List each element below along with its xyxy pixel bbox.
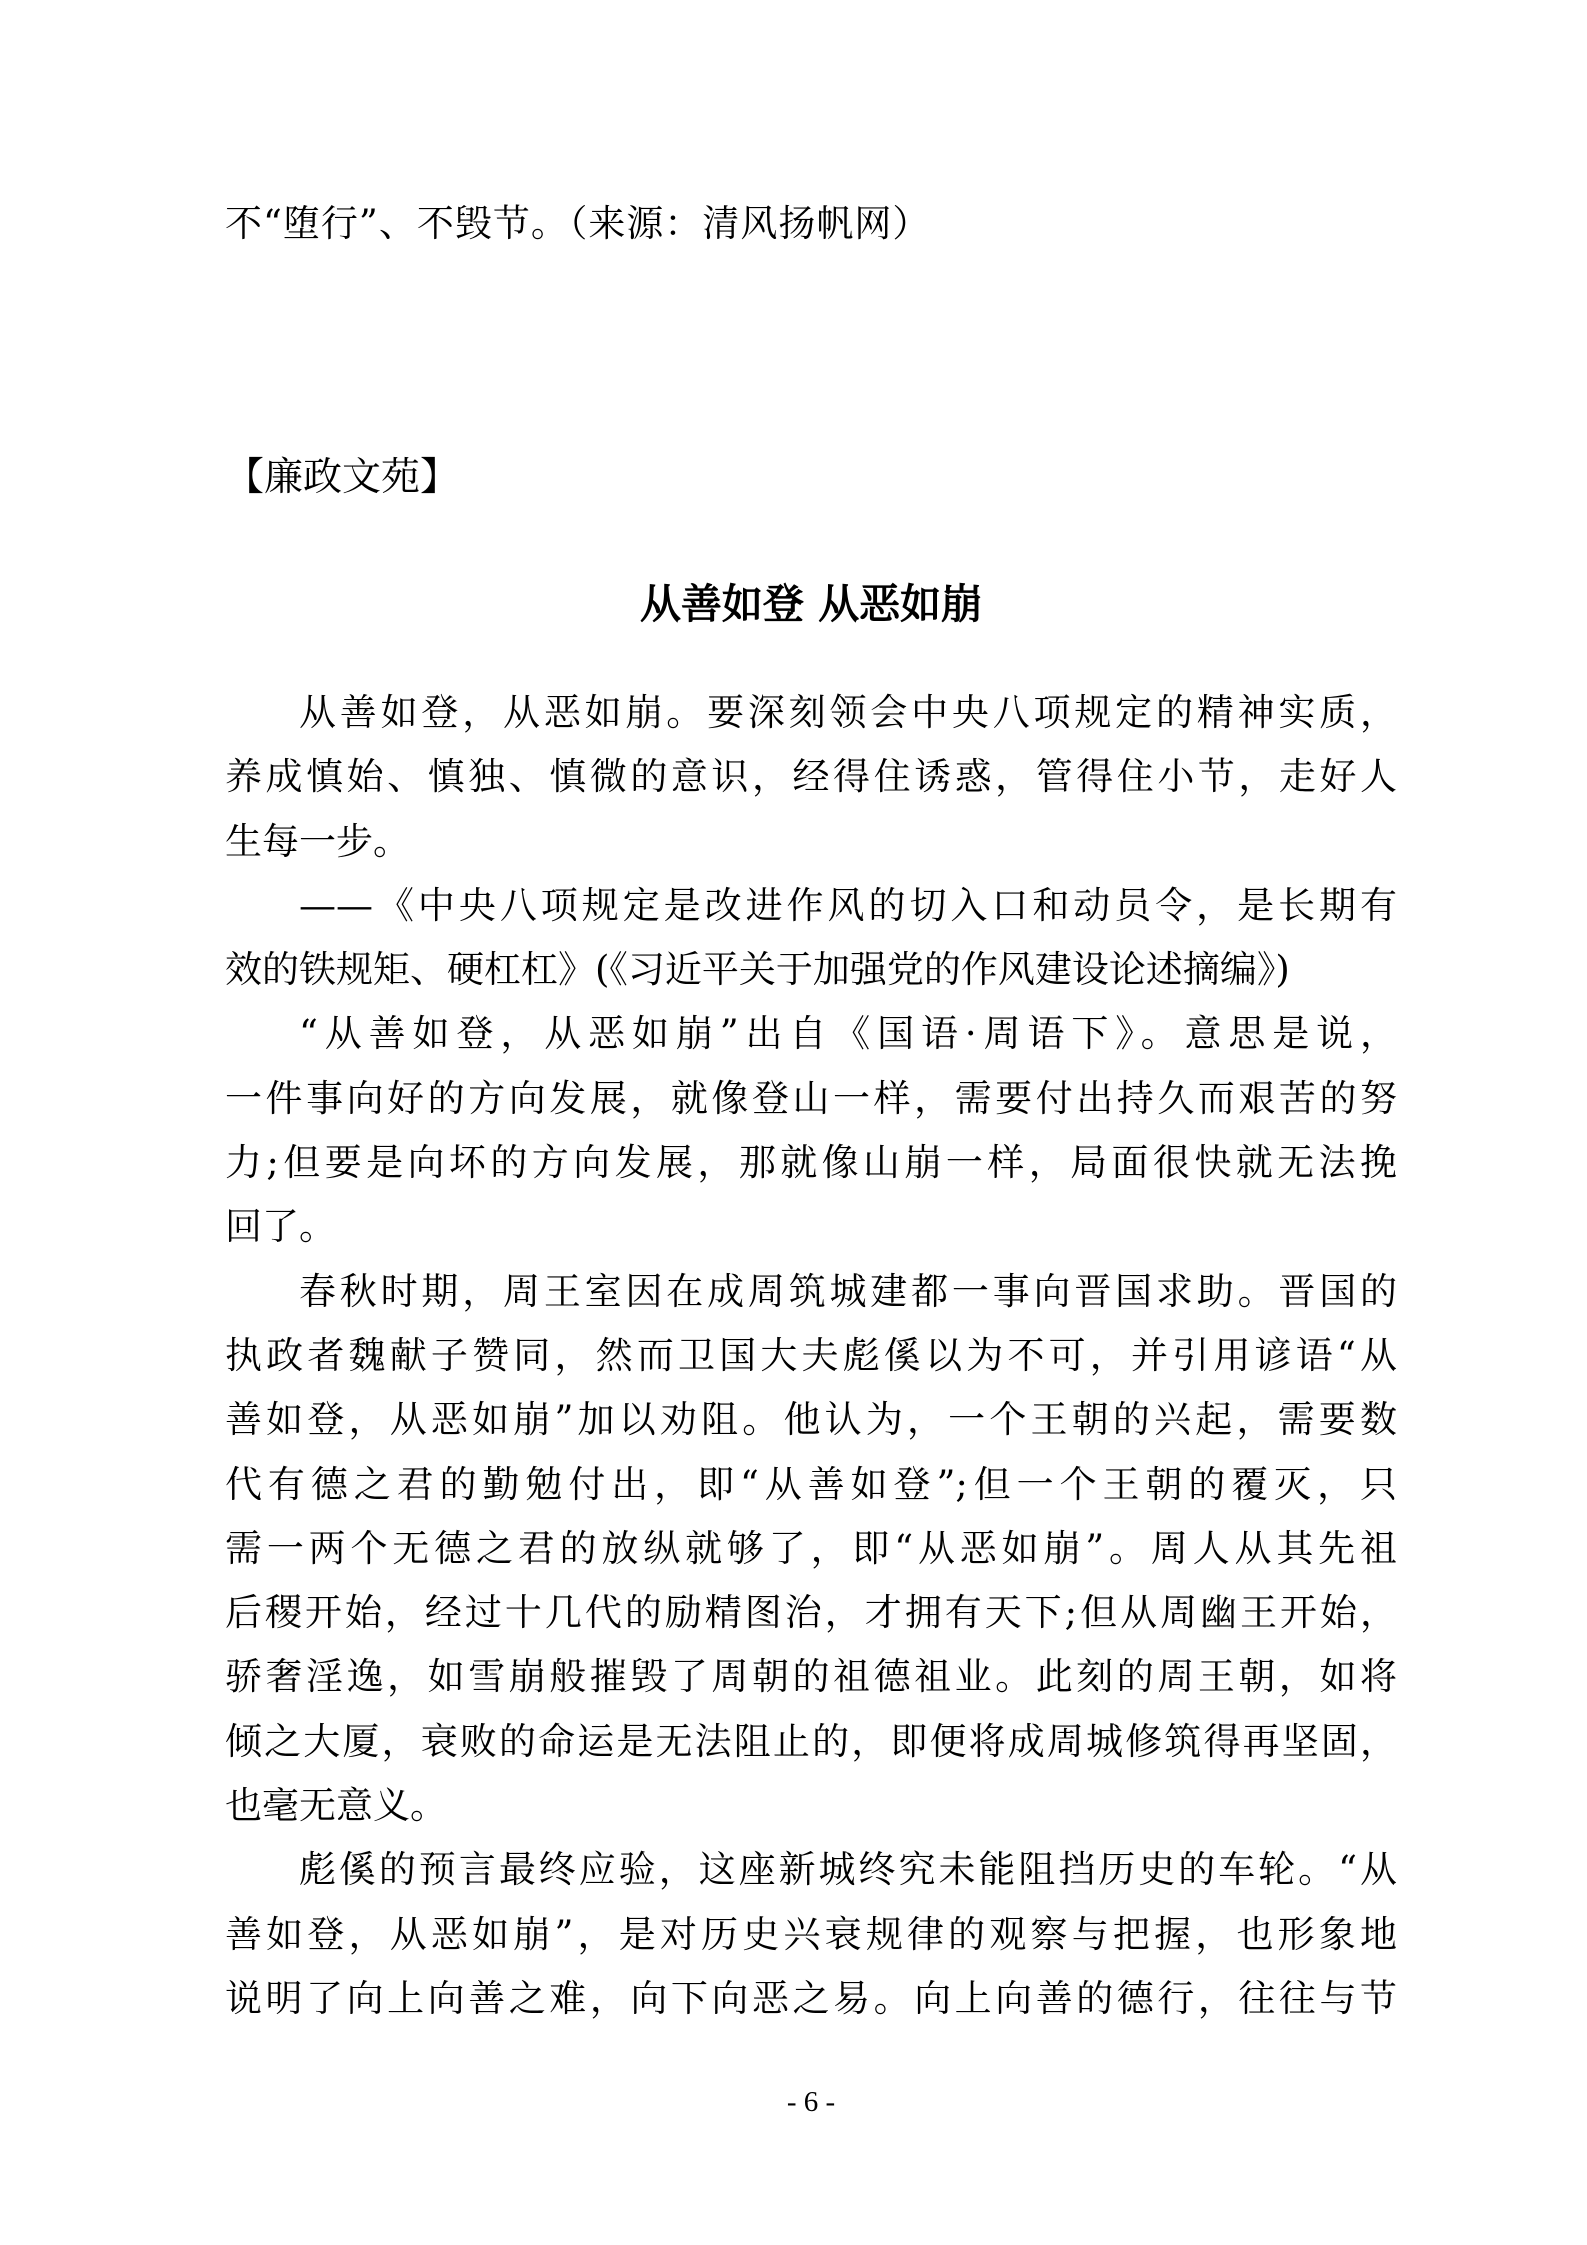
body-line: 执政者魏献子赞同，然而卫国大夫彪傒以为不可，并引用谚语“从: [225, 1333, 1397, 1377]
body-line: 也毫无意义。: [225, 1784, 447, 1828]
body-line: ——《中央八项规定是改进作风的切入口和动员令，是长期有: [299, 883, 1397, 927]
body-line: 力;但要是向坏的方向发展，那就像山崩一样，局面很快就无法挽: [225, 1141, 1397, 1185]
body-line: 春秋时期，周王室因在成周筑城建都一事向晋国求助。晋国的: [299, 1269, 1397, 1313]
body-line: 从善如登，从恶如崩。要深刻领会中央八项规定的精神实质，: [299, 691, 1397, 734]
body-line: 效的铁规矩、硬杠杠》(《习近平关于加强党的作风建设论述摘编》): [225, 948, 1290, 992]
body-line: 后稷开始，经过十几代的励精图治，才拥有天下;但从周幽王开始，: [225, 1591, 1397, 1635]
body-line: 生每一步。: [225, 819, 410, 863]
body-line: 代有德之君的勤勉付出，即“从善如登”;但一个王朝的覆灭，只: [225, 1462, 1397, 1506]
article-body: [225, 681, 1397, 2031]
body-line: 养成慎始、慎独、慎微的意识，经得住诱惑，管得住小节，走好人: [225, 755, 1397, 799]
article-title: 从善如登 从恶如崩: [639, 580, 983, 628]
section-header: 【廉政文苑】: [225, 455, 460, 500]
body-line: 回了。: [225, 1205, 336, 1249]
page-number: - 6 -: [786, 2086, 836, 2118]
body-line: 善如登，从恶如崩”加以劝阻。他认为，一个王朝的兴起，需要数: [225, 1398, 1397, 1442]
body-line: 一件事向好的方向发展，就像登山一样，需要付出持久而艰苦的努: [225, 1076, 1397, 1120]
body-line: 倾之大厦，衰败的命运是无法阻止的，即便将成周城修筑得再坚固，: [225, 1719, 1397, 1763]
body-line: 需一两个无德之君的放纵就够了，即“从恶如崩”。周人从其先祖: [225, 1526, 1397, 1570]
body-line: 彪傒的预言最终应验，这座新城终究未能阻挡历史的车轮。“从: [299, 1848, 1397, 1892]
body-line: 骄奢淫逸，如雪崩般摧毁了周朝的祖德祖业。此刻的周王朝，如将: [225, 1655, 1397, 1699]
body-line: “从善如登，从恶如崩”出自《国语·周语下》。意思是说，: [299, 1012, 1397, 1056]
continuation-text-line: 不“堕行”、不毁节。（来源：清风扬帆网）: [225, 202, 931, 245]
body-line: 善如登，从恶如崩”，是对历史兴衰规律的观察与把握，也形象地: [225, 1912, 1397, 1956]
body-line: 说明了向上向善之难，向下向恶之易。向上向善的德行，往往与节: [225, 1976, 1397, 2020]
